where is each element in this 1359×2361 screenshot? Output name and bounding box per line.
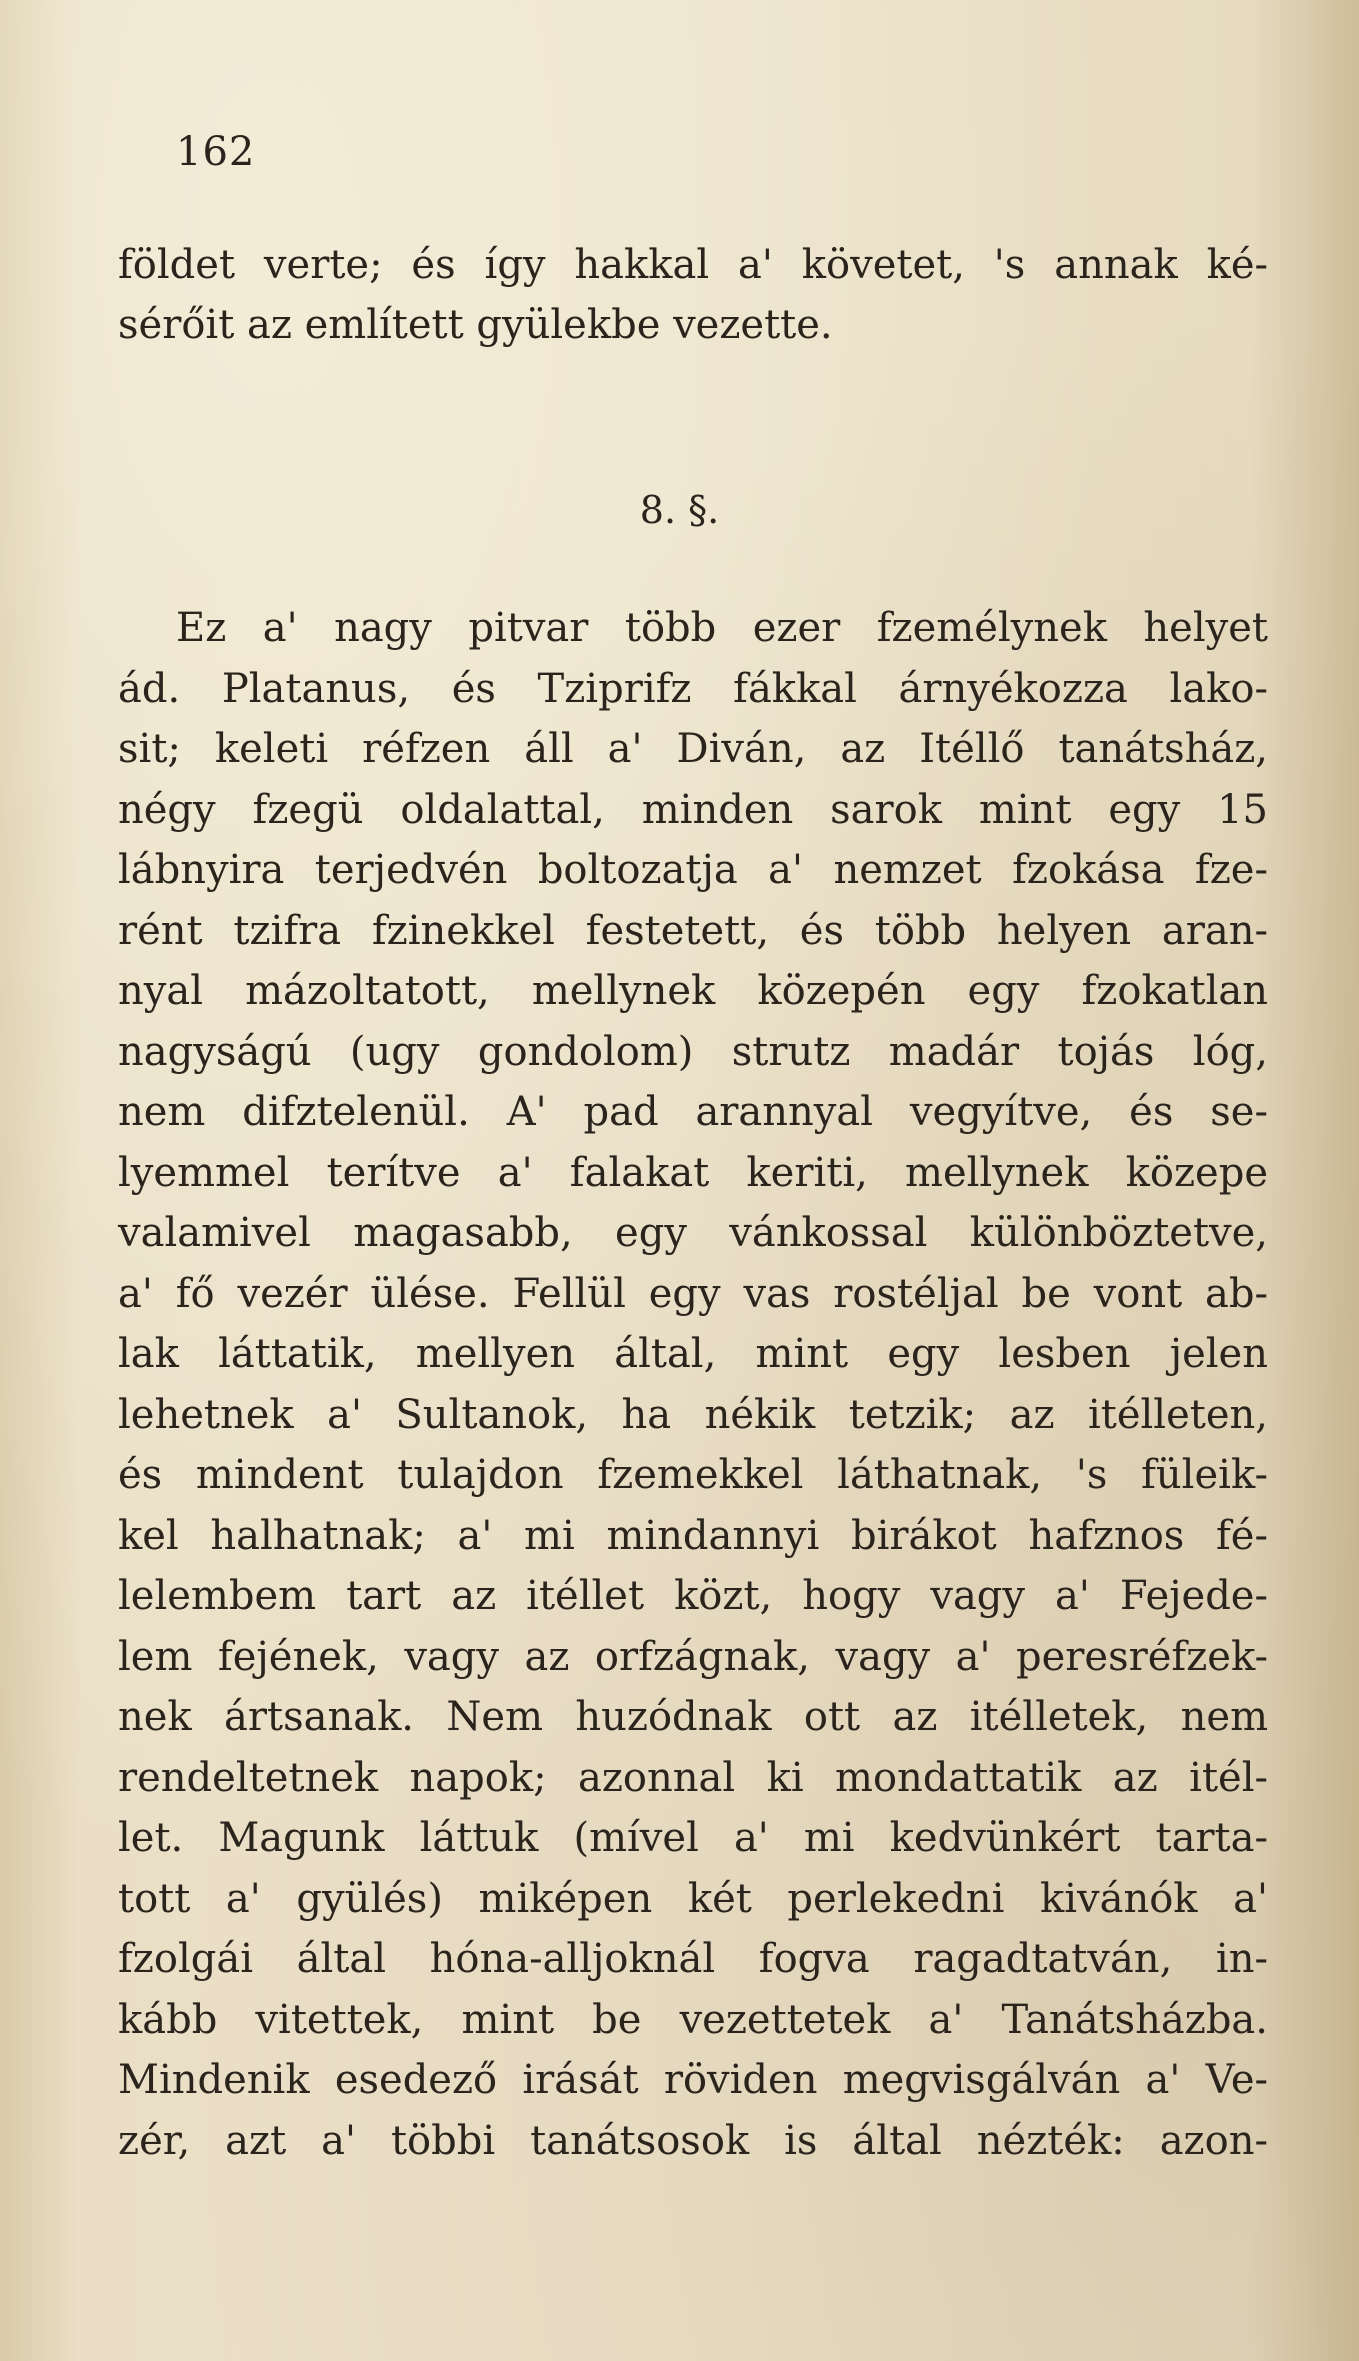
text-line: tott a' gyülés) miképen két perlekedni kivánók a' [118, 1875, 1268, 1922]
text-line: kább vitettek, mint be vezettetek a' Tanátsházba. [118, 1996, 1268, 2043]
text-line: zér, azt a' többi tanátsosok is által nézték: azon- [118, 2117, 1268, 2164]
text-line: nek ártsanak. Nem huzódnak ott az itélletek, nem [118, 1694, 1268, 1740]
section-heading: 8. §. [639, 488, 720, 532]
text-line: a' fő vezér ülése. Fellül egy vas rostéljal be vont ab- [118, 1270, 1268, 1317]
text-line: földet verte; és így hakkal a' követet, 's annak ké- [118, 242, 1268, 288]
text-line: Ez a' nagy pitvar több ezer fzemélynek helyet [176, 605, 1268, 651]
text-line: rendeltetnek napok; azonnal ki mondattatik az itél- [118, 1754, 1268, 1801]
text-line: lak láttatik, mellyen által, mint egy lesben jelen [118, 1331, 1268, 1377]
text-line: valamivel magasabb, egy vánkossal különböztetve, [118, 1210, 1268, 1256]
text-line: lábnyira terjedvén boltozatja a' nemzet fzokása fze- [118, 847, 1268, 893]
text-line: lehetnek a' Sultanok, ha nékik tetzik; az itélleten, [118, 1391, 1268, 1438]
text-line: sit; keleti réfzen áll a' Diván, az Itéllő tanátsház, [118, 726, 1268, 772]
text-line: lelembem tart az itéllet közt, hogy vagy a' Fejede- [118, 1573, 1268, 1619]
text-line: nagyságú (ugy gondolom) strutz madár tojás lóg, [118, 1028, 1268, 1075]
text-line: rént tzifra fzinekkel festetett, és több helyen aran- [118, 907, 1268, 954]
text-line: kel halhatnak; a' mi mindannyi birákot hafznos fé- [118, 1512, 1268, 1559]
text-line: let. Magunk láttuk (mível a' mi kedvünkért tarta- [118, 1815, 1268, 1861]
text-line: nyal mázoltatott, mellynek közepén egy fzokatlan [118, 968, 1268, 1014]
text-line: sérőit az említett gyülekbe vezette. [118, 302, 833, 348]
page-number: 162 [176, 129, 256, 175]
text-line: fzolgái által hóna-alljoknál fogva ragadtatván, in- [118, 1936, 1268, 1982]
text-line: lem fejének, vagy az orfzágnak, vagy a' peresréfzek- [118, 1633, 1268, 1680]
text-line: és mindent tulajdon fzemekkel láthatnak, 's füleik- [118, 1452, 1268, 1498]
section-body [118, 598, 1268, 2171]
text-line: négy fzegü oldalattal, minden sarok mint egy 15 [118, 786, 1268, 833]
text-line: ád. Platanus, és Tziprifz fákkal árnyékozza lako- [118, 665, 1268, 712]
text-line: lyemmel terítve a' falakat keriti, mellynek közepe [118, 1149, 1268, 1196]
intro-paragraph [118, 235, 1268, 355]
text-line: nem difztelenül. A' pad arannyal vegyítve, és se- [118, 1089, 1268, 1135]
text-line: Mindenik esedező irását röviden megvisgálván a' Ve- [118, 2057, 1268, 2103]
